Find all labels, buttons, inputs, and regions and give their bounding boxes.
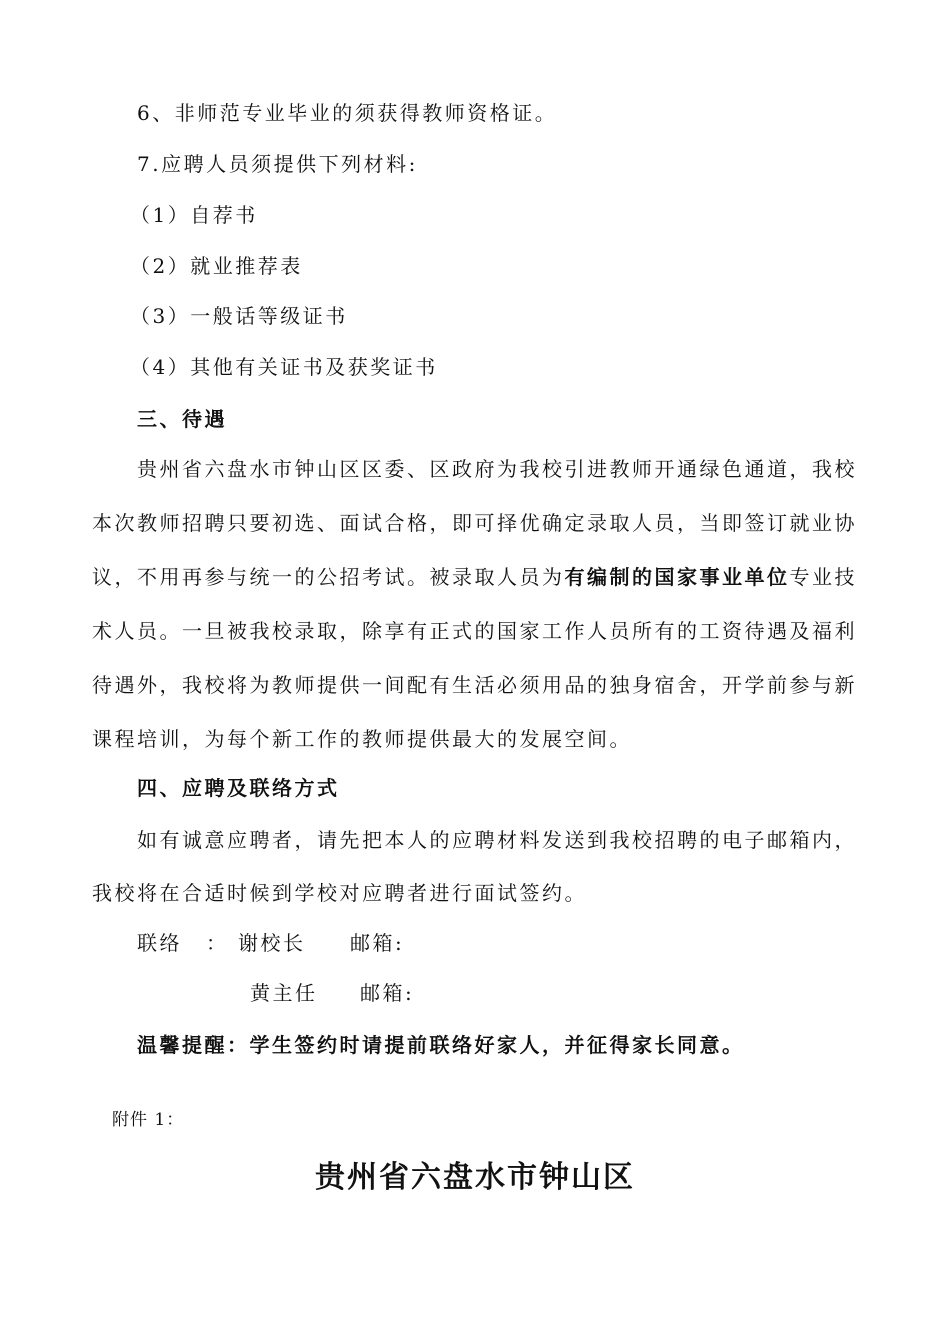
contact-email-label-2: 邮箱: [360, 981, 415, 1005]
contact-email-label-1: 邮箱: [350, 931, 405, 955]
contact-line-1: 如有诚意应聘者，请先把本人的应聘材料发送到我校招聘的电子邮箱内， [137, 828, 857, 852]
benefits-line-2: 本次教师招聘只要初选、面试合格，即可择优确定录取人员，当即签订就业协 [92, 511, 857, 535]
requirement-item-7: 7.应聘人员须提供下列材料: [137, 152, 418, 176]
material-item-4: （4）其他有关证书及获奖证书 [130, 355, 438, 379]
benefits-line-3 [92, 564, 857, 590]
contact-person-1: 谢校长 [238, 931, 306, 955]
requirement-item-6: 6、非师范专业毕业的须获得教师资格证。 [137, 101, 558, 125]
material-item-1: （1）自荐书 [130, 203, 258, 227]
contact-line-2: 我校将在合适时候到学校对应聘者进行面试签约。 [92, 881, 587, 905]
staffing-highlight: 有编制的国家事业单位 [564, 565, 790, 589]
material-item-3: （3）一般话等级证书 [130, 304, 348, 328]
contact-person-2: 黄主任 [250, 981, 318, 1005]
contact-heading: 四、应聘及联络方式 [137, 776, 340, 800]
benefits-line-5: 待遇外，我校将为教师提供一间配有生活必须用品的独身宿舍，开学前参与新 [92, 673, 857, 697]
contact-label: 联络 [137, 931, 182, 955]
benefits-line-1: 贵州省六盘水市钟山区区委、区政府为我校引进教师开通绿色通道，我校 [137, 457, 857, 481]
benefits-line-3-start: 议，不用再参与统一的公招考试。被录取人员为 [92, 565, 565, 589]
attachment-label: 附件 1： [112, 1110, 185, 1130]
benefits-line-4: 术人员。一旦被我校录取，除享有正式的国家工作人员所有的工资待遇及福利 [92, 619, 857, 643]
attachment-title: 贵州省六盘水市钟山区 [315, 1160, 635, 1195]
benefits-line-3-end: 专业技 [789, 565, 857, 589]
reminder-note: 温馨提醒：学生签约时请提前联络好家人，并征得家长同意。 [137, 1033, 745, 1057]
benefits-heading: 三、待遇 [137, 407, 227, 431]
material-item-2: （2）就业推荐表 [130, 254, 303, 278]
contact-colon: ： [206, 931, 229, 955]
benefits-line-6: 课程培训，为每个新工作的教师提供最大的发展空间。 [92, 727, 632, 751]
